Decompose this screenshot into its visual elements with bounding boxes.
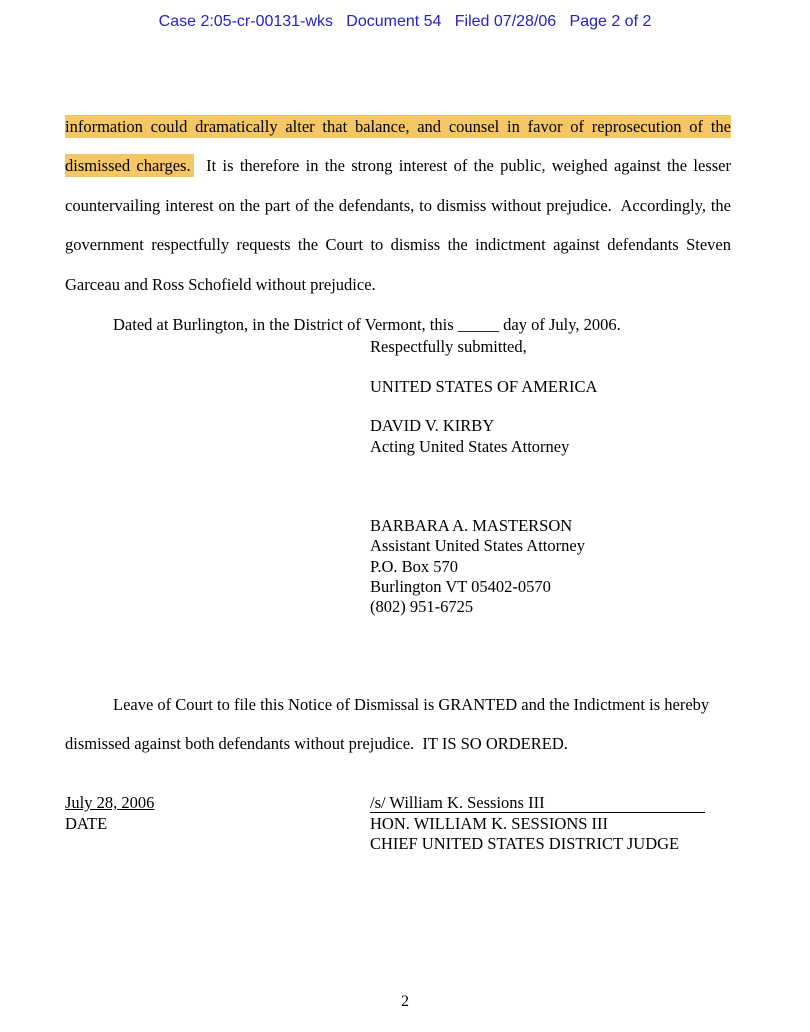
respectfully-submitted: Respectfully submitted, [370, 337, 527, 356]
counsel-address-line2: Burlington VT 05402-0570 [370, 576, 551, 596]
case-header-stamp: Case 2:05-cr-00131-wks Document 54 Filed 07/28/06 Page 2 of 2 [158, 13, 652, 30]
dated-line: Dated at Burlington, in the District of Vermont, this _____ day of July, 2006. [113, 314, 621, 334]
highlighted-text: information could dramatically alter that balance, and counsel in favor of reprosecution of the dismissed charges. [65, 116, 731, 175]
judge-title: CHIEF UNITED STATES DISTRICT JUDGE [370, 834, 680, 853]
counsel-title: Assistant United States Attorney [370, 536, 585, 556]
counsel-block [370, 516, 585, 617]
judge-name: HON. WILLIAM K. SESSIONS III [370, 813, 609, 833]
date-value: July 28, 2006 [65, 793, 155, 812]
page-number: 2 [401, 993, 409, 1010]
date-label: DATE [65, 813, 108, 833]
attorney-name: DAVID V. KIRBY [370, 416, 495, 435]
date-block [65, 793, 154, 834]
body-paragraph [65, 107, 731, 305]
judge-signature: /s/ William K. Sessions III [370, 793, 705, 813]
party-name: UNITED STATES OF AMERICA [370, 376, 598, 396]
attorney-title: Acting United States Attorney [370, 436, 570, 456]
counsel-name: BARBARA A. MASTERSON [370, 516, 573, 535]
counsel-phone: (802) 951-6725 [370, 597, 474, 617]
paragraph-text: It is therefore in the strong interest of the public, weighed against the lesser countervailing interest on the part of the defendants, to dismiss without prejudice. Accordingly, the government respectfully requests the Court to dismiss the indictment against defendants Steven Garceau and Ross Schofield without prejudice. [65, 156, 731, 294]
court-order-paragraph: Leave of Court to file this Notice of Dismissal is GRANTED and the Indictment is hereby dismissed against both defendants without prejudice. IT IS SO ORDERED. [65, 694, 710, 753]
signature-block [370, 337, 597, 457]
judge-signature-block [370, 793, 705, 855]
counsel-address-line1: P.O. Box 570 [370, 556, 459, 576]
